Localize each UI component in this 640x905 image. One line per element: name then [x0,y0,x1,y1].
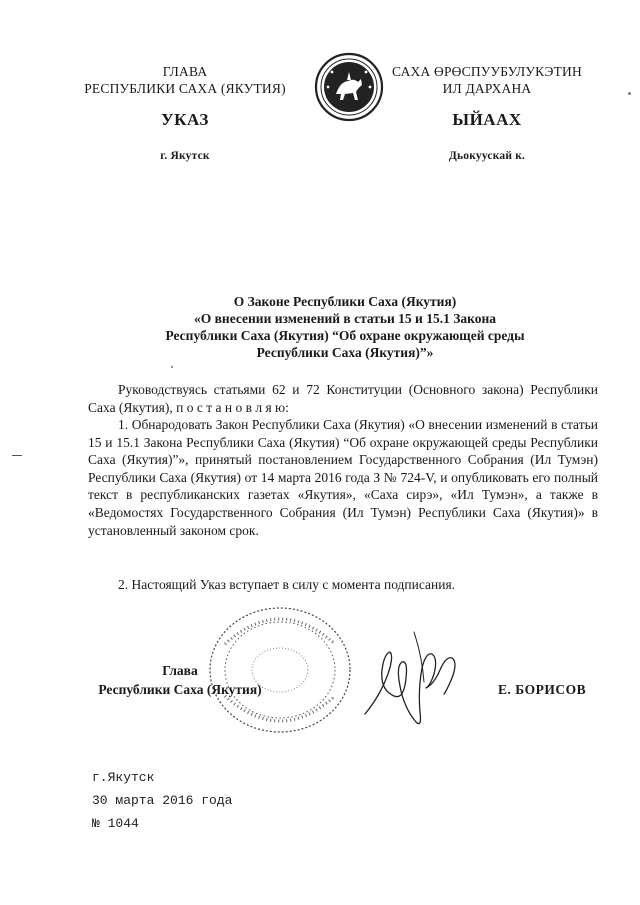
header-left [60,63,310,165]
scan-mark [12,455,22,456]
intro-paragraph: Руководствуясь статьями 62 и 72 Конституции (Основного закона) Республики Саха (Якутия), п о с т а н о в л я ю: [88,382,598,415]
doc-type-ru: УКАЗ [161,110,209,129]
document-title [120,293,570,361]
emblem-seal-icon [314,52,384,122]
signatory-name: Е. БОРИСОВ [498,682,587,697]
header-left-title: ГЛАВА [162,64,208,79]
header-left-subtitle: РЕСПУБЛИКИ САХА (ЯКУТИЯ) [84,81,286,96]
title-line-3: Республики Саха (Якутия) “Об охране окружающей среды [165,328,525,343]
scan-dot [628,92,631,95]
title-line-1: О Законе Республики Саха (Якутия) [233,294,457,309]
handwritten-signature-icon [360,626,470,736]
scan-dot [171,366,173,368]
document-footer [92,766,232,835]
title-line-2: «О внесении изменений в статьи 15 и 15.1 Закона [194,311,496,326]
signatory-position [80,661,280,699]
signatory-position-line-2: Республики Саха (Якутия) [98,682,262,697]
city-sah: Дьокуускай к. [448,150,526,162]
signatory-position-line-1: Глава [162,663,198,678]
header-right [392,63,582,165]
city-ru: г. Якутск [160,150,210,162]
header-right-subtitle: ИЛ ДАРХАНА [442,81,532,96]
title-line-4: Республики Саха (Якутия)”» [256,345,434,360]
item-1-paragraph: 1. Обнародовать Закон Республики Саха (Якутия) «О внесении изменений в статьи 15 и 15.1 Закона Республики Саха (Якутия) “Об охране окружающей среды Республики Саха (Якутия)”», принятый постановлением Государственного Собрания (Ил Тумэн) Республики Саха (Якутия) от 14 марта 2016 года З № 724-V, и опубликовать его полный текст в республиканских газетах «Якутия», «Саха сирэ», «Ил Тумэн», а также в «Ведомостях Государственного Собрания (Ил Тумэн) Республики Саха (Якутия)» в установленный законом срок. [88,417,598,538]
doc-type-sah: ЫЙААХ [452,110,522,129]
footer-date: 30 марта 2016 года [92,793,233,808]
footer-number: № 1044 [92,816,139,831]
footer-city: г.Якутск [92,770,155,785]
item-2-paragraph: 2. Настоящий Указ вступает в силу с момента подписания. [118,577,456,592]
header-right-title: САХА ӨРӨСПУУБУЛУКЭТИН [392,64,582,79]
